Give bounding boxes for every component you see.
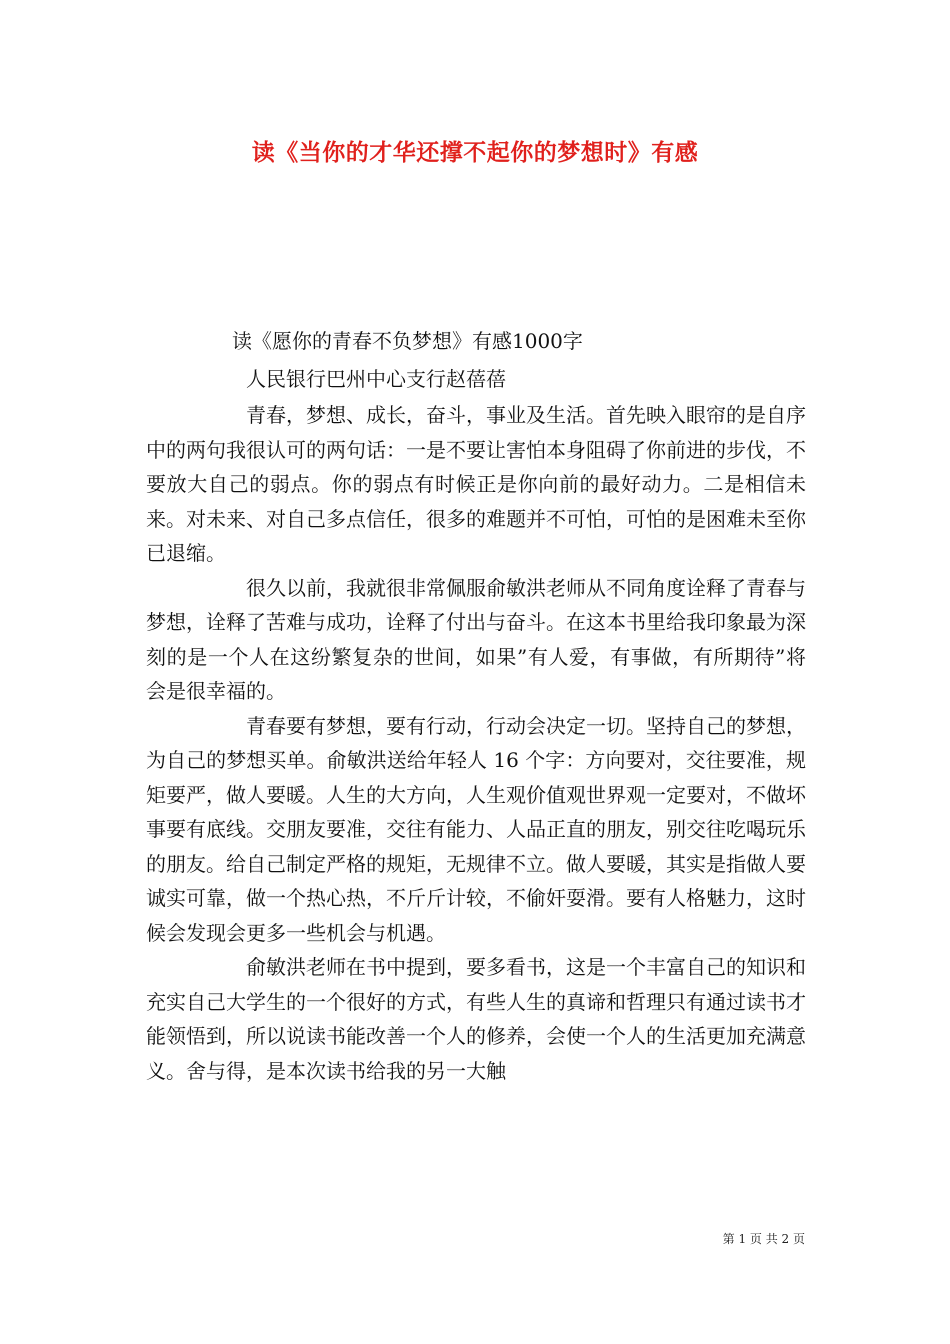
page-number-footer: 第 1 页 共 2 页: [722, 1232, 805, 1246]
paragraph-2: 很久以前，我就很非常佩服俞敏洪老师从不同角度诠释了青春与梦想，诠释了苦难与成功，诠释了付出与奋斗。在这本书里给我印象最为深刻的是一个人在这纷繁复杂的世间，如果”有人爱，有事做，有所期待”将会是很幸福的。: [146, 575, 806, 703]
paragraph-1: 青春，梦想、成长，奋斗，事业及生活。首先映入眼帘的是自序中的两句我很认可的两句话：一是不要让害怕本身阻碍了你前进的步伐，不要放大自己的弱点。你的弱点有时候正是你向前的最好动力。二是相信未来。对未来、对自己多点信任，很多的难题并不可怕，可怕的是困难未至你已退缩。: [146, 403, 806, 565]
author-line: 人民银行巴州中心支行赵蓓蓓: [246, 367, 506, 391]
document-title: 读《当你的才华还撑不起你的梦想时》有感: [251, 139, 699, 166]
paragraph-3: 青春要有梦想，要有行动，行动会决定一切。坚持自己的梦想，为自己的梦想买单。俞敏洪送给年轻人 16 个字：方向要对，交往要准，规矩要严，做人要暖。人生的大方向，人生观价值观世界观一定要对，不做坏事要有底线。交朋友要准，交往有能力、人品正直的朋友，别交往吃喝玩乐的朋友。给自己制定严格的规矩，无规律不立。做人要暖，其实是指做人要诚实可靠，做一个热心热，不斤斤计较，不偷奸耍滑。要有人格魅力，这时候会发现会更多一些机会与机遇。: [146, 713, 806, 945]
essay-body: [146, 398, 806, 1088]
paragraph-4: 俞敏洪老师在书中提到，要多看书，这是一个丰富自己的知识和充实自己大学生的一个很好的方式，有些人生的真谛和哲理只有通过读书才能领悟到，所以说读书能改善一个人的修养，会使一个人的生活更加充满意义。舍与得，是本次读书给我的另一大触: [146, 955, 806, 1083]
essay-subtitle: 读《愿你的青春不负梦想》有感1000字: [232, 329, 583, 353]
